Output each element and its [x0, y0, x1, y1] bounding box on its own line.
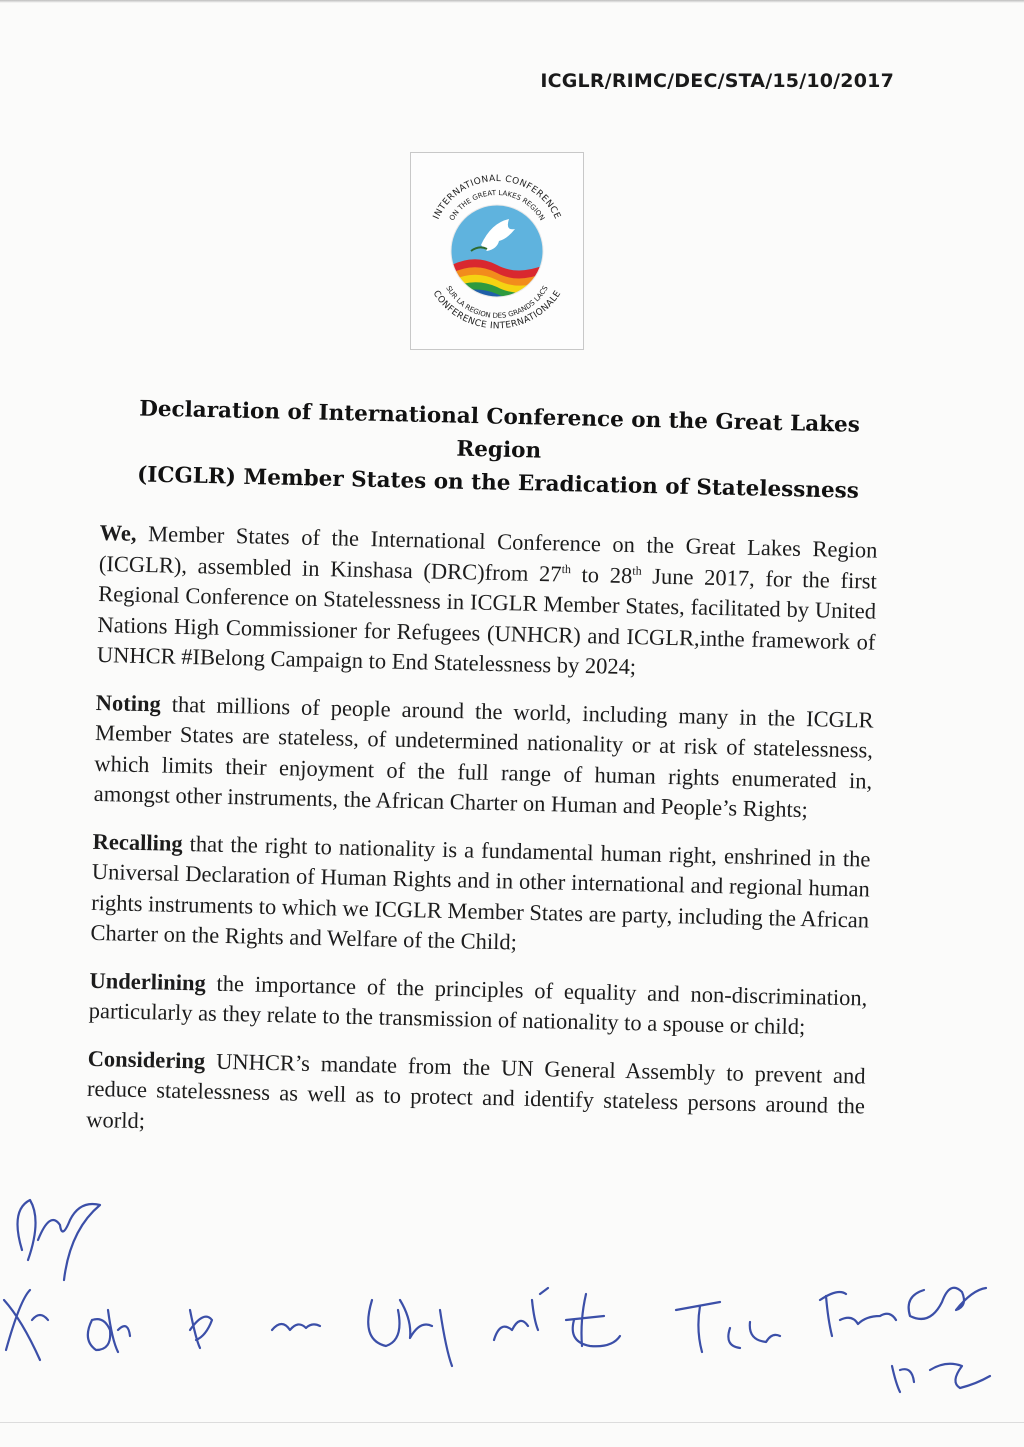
paragraph-recalling: [90, 826, 871, 966]
paragraph-noting: [93, 687, 874, 827]
scan-edge: [0, 0, 1024, 3]
paragraph-lead: Considering: [87, 1045, 206, 1074]
logo-text-bottom: CONFERENCE INTERNATIONALE: [430, 288, 564, 332]
signature-7: [566, 1294, 620, 1346]
signature-8: [676, 1302, 780, 1352]
paragraph-text: June 2017, for the first Regional Conference on Statelessness in ICGLR Member States, facilitated by United Nations High Commissioner for Refugees (UNHCR) and ICGLR,inthe framework of UNHCR #IBelong Campaign to End Statelessness by 2024;: [96, 562, 878, 680]
paragraph-text: UNHCR’s mandate from the UN General Assembly to prevent and reduce statelessness as well as to protect and identify stateless persons around the world;: [86, 1048, 866, 1133]
page-bottom-edge: [0, 1422, 1024, 1423]
paragraph-lead: Recalling: [92, 828, 183, 856]
paragraph-considering: [86, 1043, 866, 1152]
logo-text-top-inner: ON THE GREAT LAKES REGION: [447, 188, 547, 223]
signature-6: [494, 1288, 548, 1340]
signature-1: [4, 1290, 48, 1360]
paragraph-text: that the right to nationality is a fundamental human right, enshrined in the Universal Declaration of Human Rights and in other international and regional human rights instruments to which we ICGLR Member States are party, including the African Charter on the Rights and Welfare of the Child;: [90, 830, 871, 955]
paragraph-lead: Underlining: [89, 967, 207, 996]
paragraph-lead: Noting: [95, 689, 162, 716]
logo-emblem: [411, 153, 583, 349]
signature-10: [909, 1288, 986, 1319]
paragraph-underlining: [88, 965, 867, 1044]
paragraph-text: to 28: [570, 561, 633, 588]
signature-3: [190, 1310, 212, 1348]
logo-text-top: INTERNATIONAL CONFERENCE: [431, 173, 563, 222]
paragraph-lead: We,: [99, 519, 137, 546]
signature-initial-margin: [18, 1200, 101, 1280]
declaration-title: [118, 392, 880, 508]
paragraph-we: [97, 518, 878, 688]
signature-4: [272, 1324, 320, 1330]
signature-11: [892, 1364, 990, 1392]
signatures: [0, 1170, 1024, 1420]
declaration-body: [86, 518, 878, 1169]
ordinal-suffix: th: [632, 563, 642, 578]
logo-text-bottom-inner: SUR LA REGION DES GRANDS LACS: [444, 284, 550, 320]
signature-9: [820, 1292, 896, 1336]
paragraph-text: Member States of the International Conference on the Great Lakes Region (ICGLR), assembled in Kinshasa (DRC)from 27: [98, 520, 878, 586]
signature-2: [88, 1310, 130, 1352]
title-line-2: (ICGLR) Member States on the Eradication of Statelessness: [136, 462, 860, 504]
icglr-logo: [410, 152, 584, 350]
signature-5: [368, 1300, 452, 1366]
document-reference: ICGLR/RIMC/DEC/STA/15/10/2017: [540, 70, 894, 92]
ordinal-suffix: th: [561, 561, 572, 576]
paragraph-text: the importance of the principles of equality and non-discrimination, particularly as they relate to the transmission of nationality to a spouse or child;: [88, 970, 868, 1040]
title-line-1: Declaration of International Conference on the Great Lakes Region: [138, 396, 861, 464]
paragraph-text: that millions of people around the world, including many in the ICGLR Member States are stateless, of undetermined nationality or at risk of statelessness, which limits their enjoyment of the full range of human rights enumerated in, amongst other instruments, the African Charter on Human and People’s Rights;: [93, 690, 874, 823]
